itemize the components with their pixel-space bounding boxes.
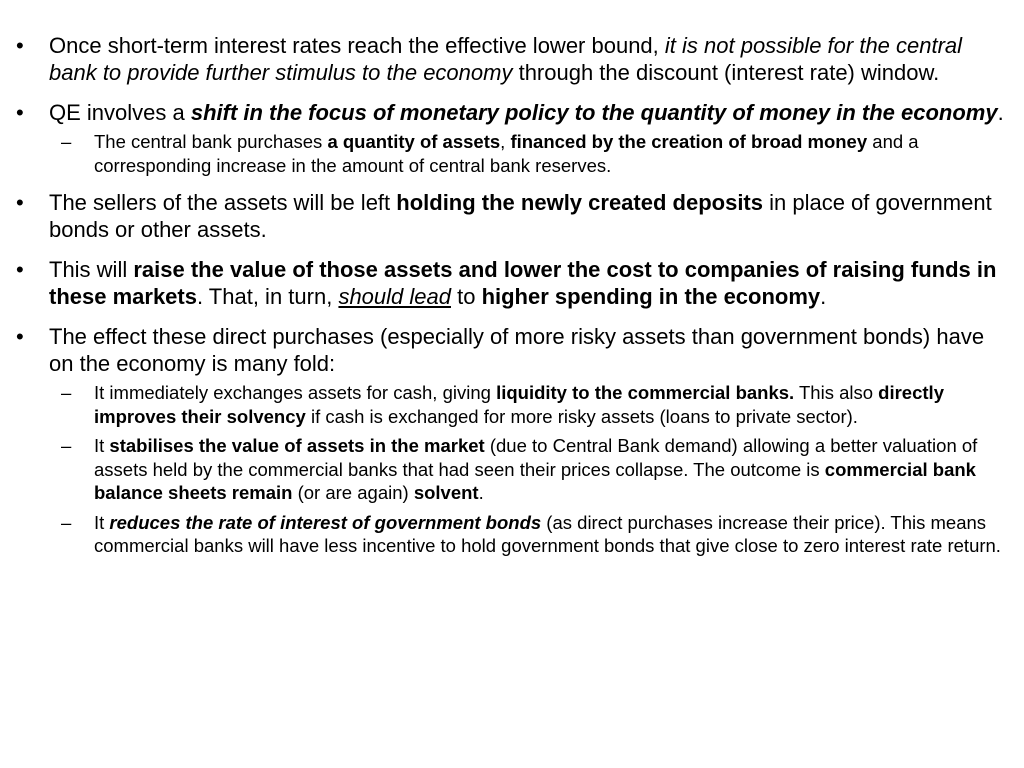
text-run-bold-italic: reduces the rate of interest of government bonds: [109, 511, 542, 533]
text-run-bold: directly improves their solvency: [94, 382, 944, 427]
text-run: The sellers of the assets will be left: [49, 190, 397, 215]
text-run: This also: [794, 382, 879, 403]
text-run-italic: it is not possible for the central bank to provide further stimulus to the economy: [49, 33, 963, 85]
text-run: ,: [500, 131, 511, 152]
text-run: It immediately exchanges assets for cash, giving: [94, 382, 497, 403]
text-run-bold: holding the newly created deposits: [396, 190, 763, 215]
bullet-item-qe-definition: [16, 99, 1010, 126]
text-run-bold: higher spending in the economy: [481, 284, 821, 309]
dash-marker: –: [61, 131, 72, 152]
bullet-item-effective-lower-bound: [16, 32, 1010, 86]
text-run: (due to Central Bank demand) allowing a better valuation of assets held by the commercial banks that had seen their prices collapse. The outcome is: [94, 435, 978, 480]
sub-item-liquidity: [61, 381, 1010, 428]
text-run-bold: raise the value of those assets and lower the cost to companies of raising funds in these markets: [49, 257, 997, 309]
text-run-bold-italic: shift in the focus of monetary policy to the quantity of money in the economy: [190, 100, 998, 125]
sub-list-qe: [16, 130, 1010, 177]
text-run-italic-underline: should lead: [338, 284, 451, 309]
text-run-bold: commercial bank balance sheets remain: [94, 458, 976, 503]
text-run: if cash is exchanged for more risky assets (loans to private sector).: [305, 405, 858, 427]
dash-marker: –: [61, 435, 72, 456]
dash-marker: –: [61, 511, 72, 533]
sub-item-stabilises-assets: [61, 434, 1010, 505]
bullet-marker: •: [16, 33, 24, 58]
sub-item-central-bank-purchases: [61, 130, 1010, 177]
text-run: . That, in turn,: [196, 284, 339, 309]
text-run-bold: solvent: [413, 482, 479, 503]
text-run: This will: [49, 257, 134, 282]
text-run: to: [450, 284, 482, 309]
text-run: in place of government bonds or other assets.: [49, 190, 992, 242]
bullet-marker: •: [16, 190, 24, 215]
text-run: The central bank purchases: [94, 131, 328, 152]
text-run-bold: liquidity to the commercial banks.: [496, 382, 795, 403]
text-run: and a corresponding increase in the amount of central bank reserves.: [94, 131, 919, 176]
text-run: .: [820, 284, 827, 309]
dash-marker: –: [61, 382, 72, 403]
bullet-marker: •: [16, 100, 24, 125]
text-run: Once short-term interest rates reach the effective lower bound,: [49, 33, 665, 58]
sub-list-effects: [16, 381, 1010, 558]
text-run-bold: stabilises the value of assets in the market: [109, 435, 485, 456]
text-run-bold: a quantity of assets: [327, 131, 501, 152]
text-run: The effect these direct purchases (especially of more risky assets than government bonds) have on the economy is many fold:: [49, 324, 985, 376]
text-run: QE involves a: [49, 100, 191, 125]
text-run: .: [478, 482, 484, 503]
text-run-bold: financed by the creation of broad money: [510, 131, 868, 152]
text-run: It: [94, 435, 110, 456]
sub-item-reduces-bond-rates: [61, 511, 1010, 558]
text-run: (as direct purchases increase their price). This means commercial banks will have less incentive to hold government bonds that give close to zero interest rate return.: [94, 511, 1001, 556]
text-run: It: [94, 511, 110, 533]
text-run: .: [997, 100, 1004, 125]
text-run: through the discount (interest rate) window.: [512, 60, 940, 85]
bullet-marker: •: [16, 257, 24, 282]
bullet-marker: •: [16, 324, 24, 349]
bullet-item-raise-asset-value: [16, 256, 1010, 310]
text-run: (or are again): [292, 482, 414, 503]
bullet-item-sellers-of-assets: [16, 189, 1010, 243]
bullet-item-effects-many-fold: [16, 323, 1010, 377]
